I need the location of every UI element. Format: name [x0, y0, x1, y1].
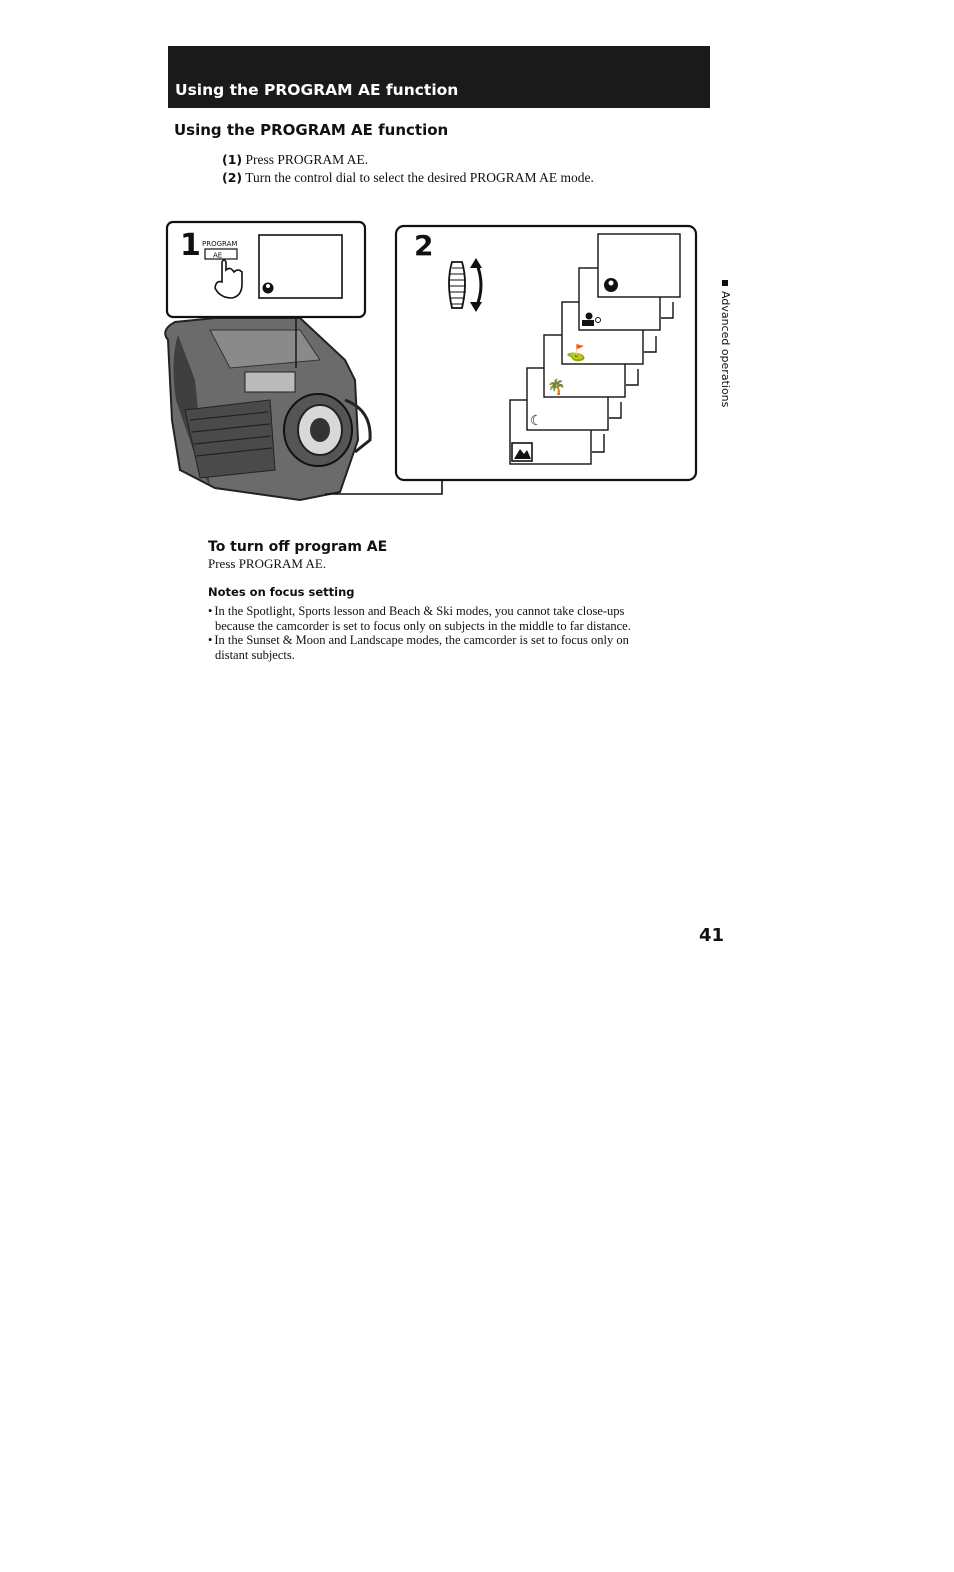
sports-mode-icon: ⛳ — [566, 343, 586, 362]
page-number: 41 — [699, 925, 725, 946]
panel-2-number: 2 — [414, 229, 434, 262]
step-2-text: Turn the control dial to select the desired PROGRAM AE mode. — [245, 170, 594, 185]
program-label: PROGRAM — [202, 240, 238, 248]
side-section-label — [712, 280, 732, 408]
side-label-text: Advanced operations — [719, 291, 732, 408]
section-title: Using the PROGRAM AE function — [174, 121, 449, 139]
panel-1-number: 1 — [180, 228, 201, 263]
section-marker-square — [722, 280, 728, 286]
step-1-text: Press PROGRAM AE. — [245, 152, 369, 167]
step-2-number: (2) — [222, 170, 243, 185]
step-1-number: (1) — [222, 152, 243, 167]
turn-off-heading: To turn off program AE — [208, 539, 388, 555]
note-item-2: • In the Sunset & Moon and Landscape modes, the camcorder is set to focus only on distant subjects. — [208, 633, 678, 663]
ae-button-label: AE — [213, 251, 223, 260]
landscape-mode-icon — [512, 443, 532, 461]
panel-step-1 — [167, 222, 365, 317]
note-item-1: • In the Spotlight, Sports lesson and Beach & Ski modes, you cannot take close-ups because the camcorder is set to focus only on subjects in the middle to far distance. — [208, 604, 678, 634]
beach-ski-mode-icon: 🌴 — [547, 378, 566, 396]
turn-off-text: Press PROGRAM AE. — [208, 556, 327, 571]
panel-step-2 — [396, 226, 696, 480]
note-2-line-2: distant subjects. — [215, 648, 295, 662]
note-1-line-2: because the camcorder is set to focus only on subjects in the middle to far distance. — [215, 619, 631, 633]
sunset-moon-mode-icon: ☾ — [530, 413, 543, 429]
program-ae-illustration — [0, 0, 954, 520]
header-title: Using the PROGRAM AE function — [175, 81, 459, 99]
note-1-line-1: In the Spotlight, Sports lesson and Beach & Ski modes, you cannot take close-ups — [214, 604, 625, 618]
camcorder-illustration — [165, 318, 370, 500]
notes-heading: Notes on focus setting — [208, 585, 355, 599]
note-2-line-1: In the Sunset & Moon and Landscape modes, the camcorder is set to focus only on — [214, 633, 629, 647]
